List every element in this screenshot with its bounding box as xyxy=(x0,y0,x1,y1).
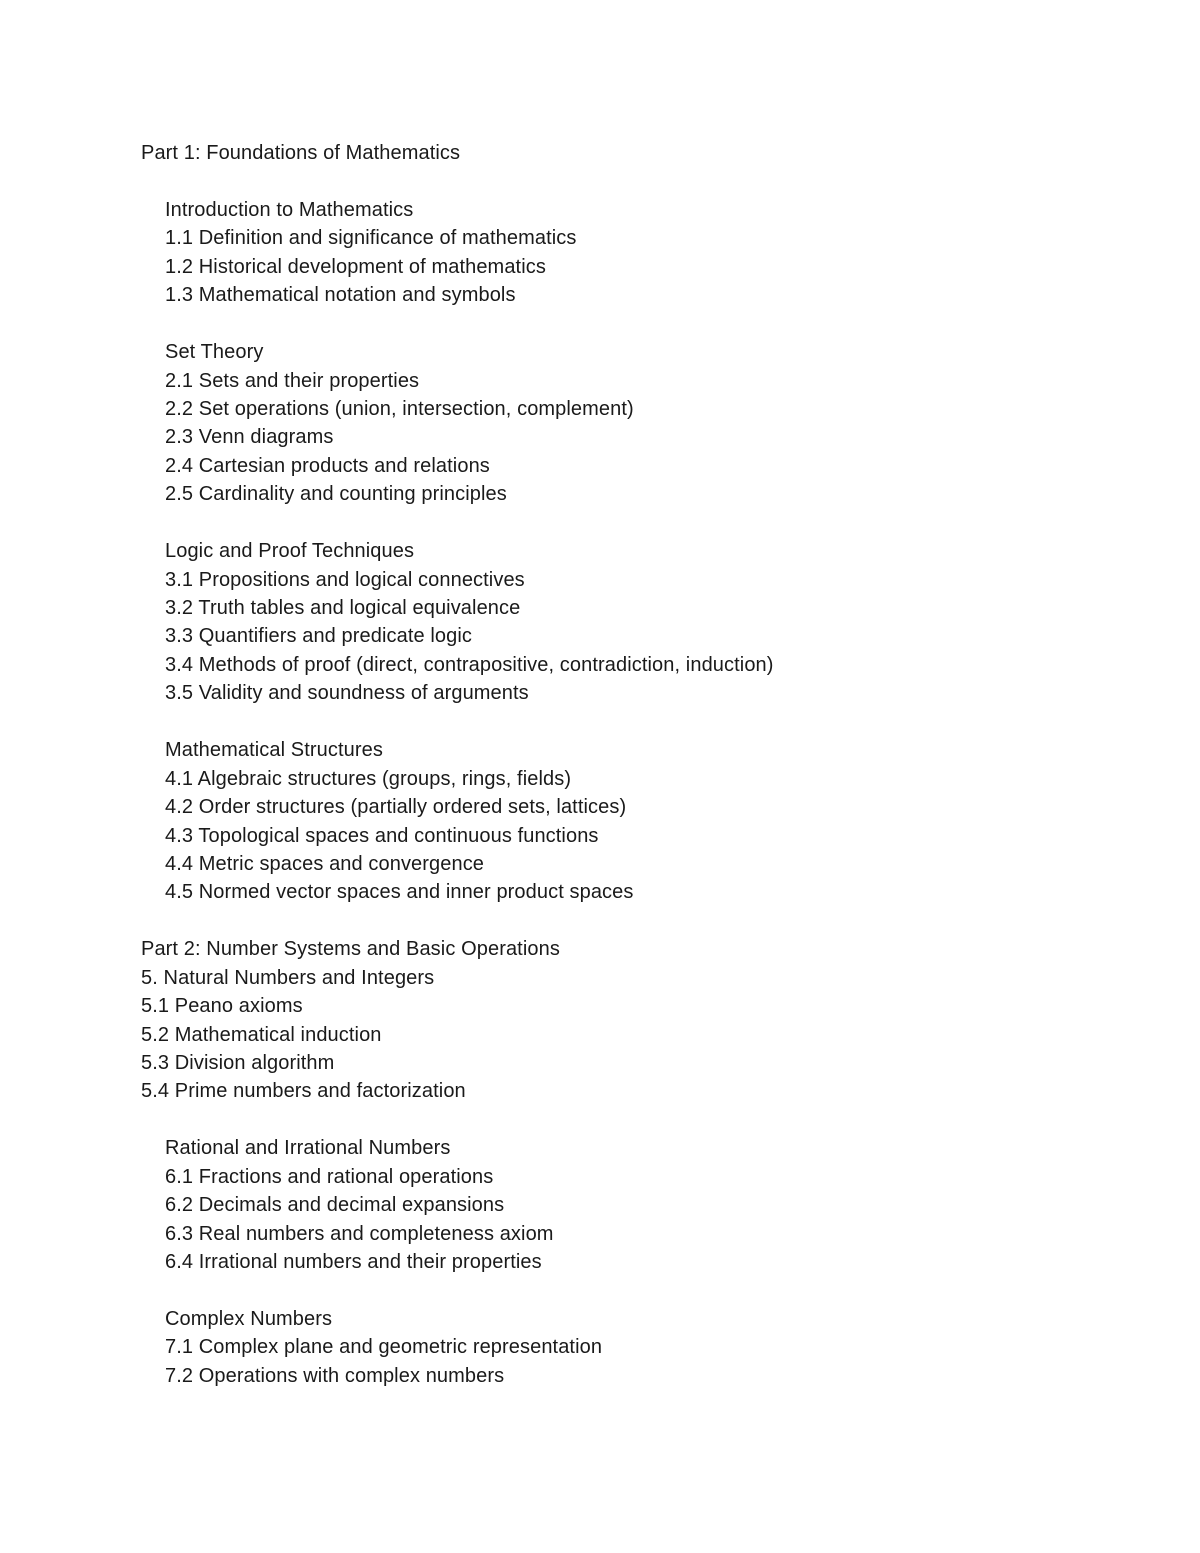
list-item: 5.4 Prime numbers and factorization xyxy=(141,1080,466,1103)
spacer xyxy=(141,708,1041,736)
list-item: 6.1 Fractions and rational operations xyxy=(165,1165,494,1188)
section-heading-set-theory: Set Theory xyxy=(165,341,264,364)
list-item: 6.2 Decimals and decimal expansions xyxy=(165,1194,505,1217)
spacer xyxy=(141,1106,1041,1134)
section-heading-rational: Rational and Irrational Numbers xyxy=(165,1137,451,1160)
list-item: 2.1 Sets and their properties xyxy=(165,369,420,392)
section-heading-introduction: Introduction to Mathematics xyxy=(165,198,414,221)
list-item: 4.1 Algebraic structures (groups, rings, fields) xyxy=(165,767,572,790)
spacer xyxy=(141,167,1041,195)
list-item: 3.1 Propositions and logical connectives xyxy=(165,568,525,591)
list-item: 3.2 Truth tables and logical equivalence xyxy=(165,597,521,619)
list-item: 7.1 Complex plane and geometric representation xyxy=(165,1336,603,1359)
list-item: 4.3 Topological spaces and continuous functions xyxy=(165,824,599,847)
list-item: 3.5 Validity and soundness of arguments xyxy=(165,682,529,705)
list-item: 1.2 Historical development of mathematics xyxy=(165,255,546,278)
list-item: 1.3 Mathematical notation and symbols xyxy=(165,284,516,307)
list-item: 5. Natural Numbers and Integers xyxy=(141,966,435,989)
list-item: 5.1 Peano axioms xyxy=(141,995,303,1018)
section-heading-structures: Mathematical Structures xyxy=(165,739,383,762)
list-item: 4.5 Normed vector spaces and inner product spaces xyxy=(165,881,634,904)
spacer xyxy=(141,907,1041,935)
spacer xyxy=(141,310,1041,338)
section-heading-complex: Complex Numbers xyxy=(165,1307,333,1330)
list-item: 2.4 Cartesian products and relations xyxy=(165,454,490,477)
section-heading-logic: Logic and Proof Techniques xyxy=(165,540,415,563)
list-item: 4.2 Order structures (partially ordered sets, lattices) xyxy=(165,796,627,819)
list-item: 5.2 Mathematical induction xyxy=(141,1023,382,1046)
list-item: 3.4 Methods of proof (direct, contrapositive, contradiction, induction) xyxy=(165,653,774,676)
list-item: 7.2 Operations with complex numbers xyxy=(165,1364,505,1387)
list-item: 2.5 Cardinality and counting principles xyxy=(165,483,507,506)
list-item: 6.4 Irrational numbers and their properties xyxy=(165,1251,542,1274)
part-2-title: Part 2: Number Systems and Basic Operations xyxy=(141,938,560,961)
list-item: 1.1 Definition and significance of mathematics xyxy=(165,227,577,250)
list-item: 6.3 Real numbers and completeness axiom xyxy=(165,1222,554,1245)
spacer xyxy=(141,509,1041,537)
list-item: 4.4 Metric spaces and convergence xyxy=(165,852,485,875)
list-item: 3.3 Quantifiers and predicate logic xyxy=(165,625,473,648)
part-1-title: Part 1: Foundations of Mathematics xyxy=(141,142,461,164)
document-body xyxy=(141,139,1041,1390)
list-item: 5.3 Division algorithm xyxy=(141,1052,335,1074)
list-item: 2.3 Venn diagrams xyxy=(165,426,334,449)
list-item: 2.2 Set operations (union, intersection, complement) xyxy=(165,397,634,420)
spacer xyxy=(141,1277,1041,1305)
